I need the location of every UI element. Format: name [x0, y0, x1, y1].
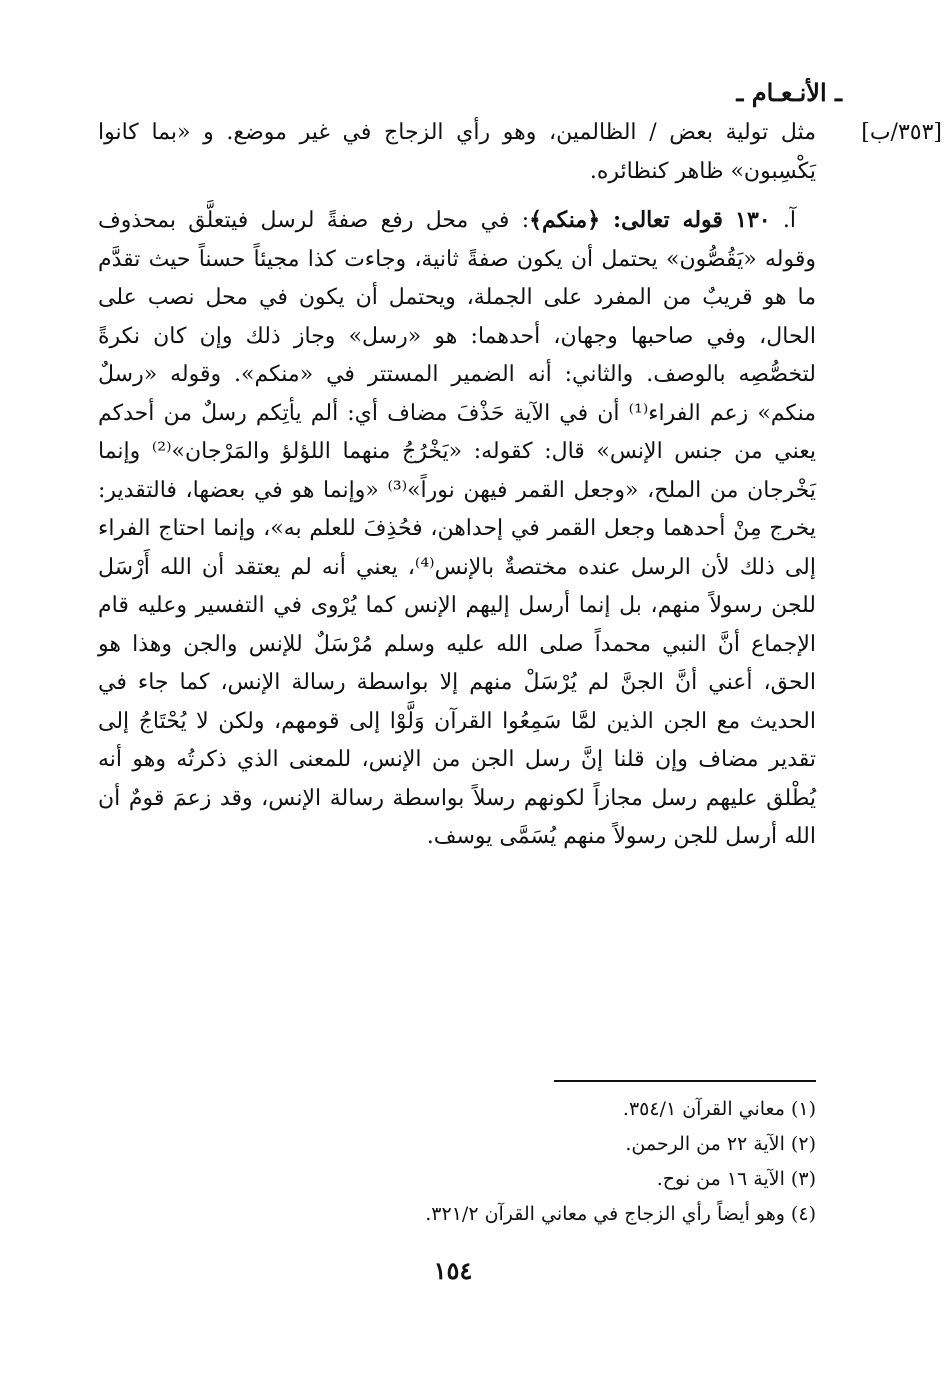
main-text-block [98, 114, 816, 857]
footnote-3: (٣) الآية ١٦ من نوح. [656, 1168, 816, 1190]
intro-paragraph: مثل تولية بعض / الظالمين، وهو رأي الزجاج في غير موضع. و «بما كانوا يَكْسِبون» ظاهر كنظائره. [98, 120, 816, 184]
section-body: : في محل رفع صفةً لرسل فيتعلَّق بمحذوف وقوله «يَقُصُّون» يحتمل أن يكون صفةً ثانية، وجاءت كذا مجيئاً حسناً حيث تقدَّم ما هو قريبٌ من المفرد على الجملة، ويحتمل أن يكون في محل نصب على الحال، وفي صاحبها وجهان، أحدهما: هو «رسل» وجاز ذلك وإن كان نكرةً لتخصُّصِه بالوصف. والثاني: أنه الضمير المستتر في «منكم». وقوله «رسلٌ منكم» زعم الفراء⁽¹⁾ أن في الآية حَذْفَ مضاف أي: ألم يأتِكم رسلٌ من أحدكم يعني من جنس الإنس» قال: كقوله: «يَخْرُجُ منهما اللؤلؤ والمَرْجان»⁽²⁾ وإنما يَخْرجان من الملح، «وجعل القمر فيهن نوراً»⁽³⁾ «وإنما هو في بعضها، فالتقدير: يخرج مِنْ أحدهما وجعل القمر في إحداهن، فحُذِفَ للعلم به»، وإنما احتاج الفراء إلى ذلك لأن الرسل عنده مختصةٌ بالإنس⁽⁴⁾، يعني أنه لم يعتقد أن الله أَرْسَل للجن رسولاً منهم، بل إنما أرسل إليهم الإنس كما يُرْوى في التفسير وعليه قام الإجماع أنَّ النبي محمداً صلى الله عليه وسلم مُرْسَلٌ للإنس والجن وهذا هو الحق، أعني أنَّ الجنَّ لم يُرْسَلْ منهم إلا بواسطة رسالة الإنس، كما جاء في الحديث مع الجن الذين لمَّا سَمِعُوا القرآن وَلَّوْا إلى قومهم، ولكن لا يُحْتَاجُ إلى تقدير مضاف وإن قلنا إنَّ رسل الجن من الإنس، للمعنى الذي ذكرتُه وهو أنه يُطْلق عليهم رسل مجازاً لكونهم رسلاً بواسطة رسالة الإنس، وقد زعمَ قومٌ أن الله أرسل للجن رسولاً منهم يُسَمَّى يوسف. [98, 208, 817, 849]
section-marker: آ. [782, 208, 796, 233]
footnote-1: (١) معاني القرآن ٣٥٤/١. [622, 1098, 816, 1120]
footnote-2: (٢) الآية ٢٢ من الرحمن. [625, 1133, 816, 1155]
footnotes-block [116, 1092, 816, 1232]
footnote-4: (٤) وهو أيضاً رأي الزجاج في معاني القرآن ٣٢١/٢. [425, 1203, 816, 1225]
section-paragraph [98, 201, 816, 857]
page-number: ١٥٤ [433, 1256, 473, 1285]
verse-heading: قوله تعالى: ﴿منكم﴾ [529, 207, 723, 233]
verse-number: ١٣٠ [735, 207, 771, 233]
running-header: ـ الأنـعـام ـ [736, 78, 842, 107]
manuscript-folio-reference: [٣٥٣/ب] [861, 120, 942, 145]
footnote-divider [554, 1080, 816, 1082]
